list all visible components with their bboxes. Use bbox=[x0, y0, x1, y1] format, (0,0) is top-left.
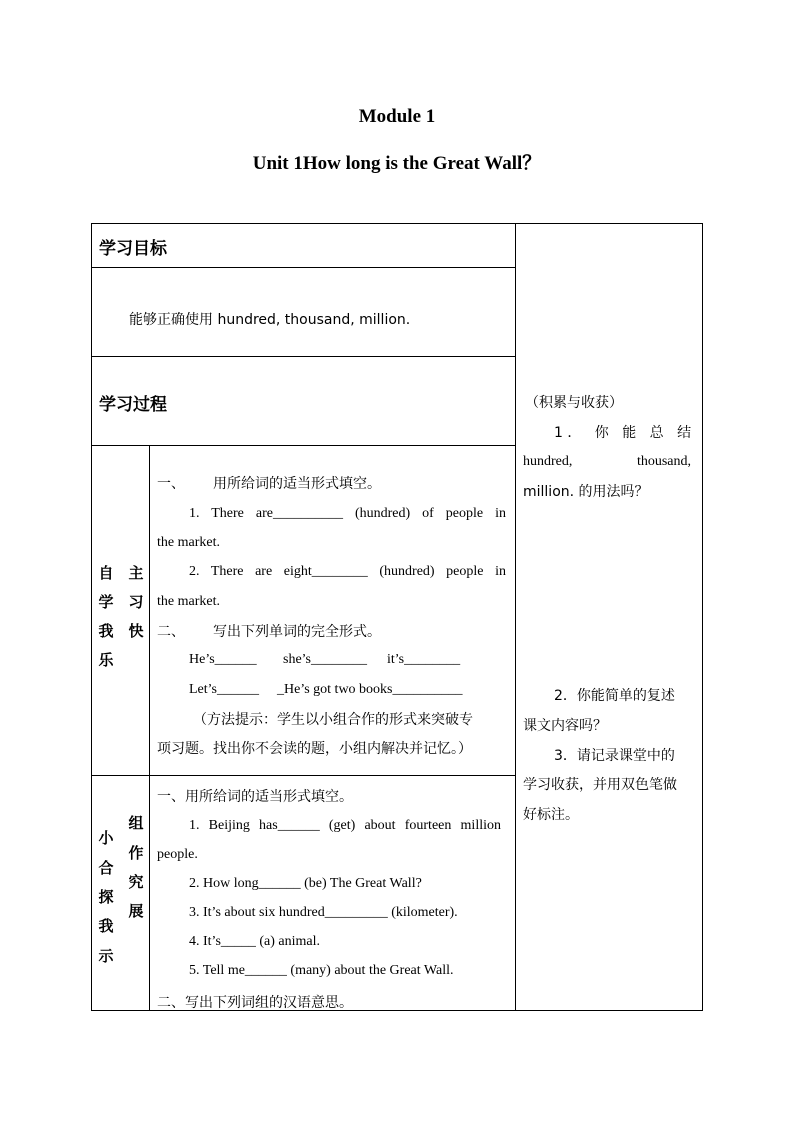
side-char: 我 bbox=[98, 917, 114, 935]
side-char: 我 bbox=[98, 622, 114, 640]
exercise-line: 2. There are eight________ (hundred) people in bbox=[189, 564, 506, 579]
side-char: 主 bbox=[128, 564, 144, 582]
sidebar-header: （积累与收获） bbox=[525, 395, 623, 411]
side-char: 究 bbox=[128, 873, 144, 891]
exercise-line: 2. How long______ (be) The Great Wall? bbox=[189, 876, 422, 891]
contraction-item: it’s________ bbox=[387, 652, 461, 667]
sidebar-item1-line: million. 的用法吗？ bbox=[523, 484, 649, 500]
side-char: 合 bbox=[98, 859, 114, 877]
column-divider-main bbox=[515, 223, 516, 1011]
group-study-section1-title: 一、用所给词的适当形式填空。 bbox=[157, 789, 353, 805]
sidebar-item2-line: 课文内容吗？ bbox=[523, 718, 607, 734]
objectives-text: 能够正确使用 hundred, thousand, million. bbox=[129, 312, 411, 328]
side-char: 作 bbox=[128, 844, 144, 862]
exercise-line: the market. bbox=[157, 594, 220, 609]
module-title: Module 1 bbox=[358, 106, 436, 127]
objectives-heading: 学习目标 bbox=[99, 239, 167, 259]
row-divider bbox=[91, 267, 515, 268]
side-char: 自 bbox=[98, 564, 114, 582]
row-divider bbox=[91, 445, 515, 446]
self-study-section1-title: 用所给词的适当形式填空。 bbox=[213, 476, 381, 492]
method-tip: 项习题。找出你不会读的题，小组内解决并记忆。） bbox=[157, 741, 472, 757]
side-char: 小 bbox=[98, 829, 114, 847]
contraction-item: she’s________ bbox=[283, 652, 367, 667]
contraction-item: _He’s got two books__________ bbox=[277, 682, 463, 697]
method-tip: （方法提示：学生以小组合作的形式来突破专 bbox=[193, 712, 473, 728]
sidebar-item1-line: hundred, thousand, bbox=[523, 454, 691, 469]
exercise-line: 1. Beijing has______ (get) about fourteen million bbox=[189, 818, 501, 833]
group-study-section2-title: 二、写出下列词组的汉语意思。 bbox=[157, 995, 353, 1011]
exercise-line: 5. Tell me______ (many) about the Great Wall. bbox=[189, 963, 454, 978]
self-study-section1-number: 一、 bbox=[157, 476, 185, 492]
side-char: 展 bbox=[128, 902, 144, 920]
unit-title: Unit 1How long is the Great Wall？ bbox=[252, 153, 542, 174]
self-study-section2-title: 写出下列单词的完全形式。 bbox=[213, 624, 381, 640]
row-divider bbox=[91, 356, 515, 357]
sidebar-item3-line: 3．请记录课堂中的 bbox=[554, 748, 675, 764]
exercise-line: people. bbox=[157, 847, 198, 862]
sidebar-item3-line: 学习收获，并用双色笔做 bbox=[523, 777, 677, 793]
sidebar-item1-line: 1． 你 能 总 结 bbox=[554, 425, 692, 441]
worksheet-table bbox=[91, 223, 703, 1011]
side-char: 探 bbox=[98, 888, 114, 906]
side-char: 习 bbox=[128, 593, 144, 611]
exercise-line: the market. bbox=[157, 535, 220, 550]
side-char: 乐 bbox=[98, 651, 114, 669]
contraction-item: Let’s______ bbox=[189, 682, 259, 697]
side-char: 组 bbox=[128, 814, 144, 832]
exercise-line: 1. There are__________ (hundred) of people in bbox=[189, 506, 506, 521]
sidebar-item3-line: 好标注。 bbox=[523, 807, 579, 823]
self-study-section2-number: 二、 bbox=[157, 624, 185, 640]
sidebar-item2-line: 2．你能简单的复述 bbox=[554, 688, 675, 704]
exercise-line: 4. It’s_____ (a) animal. bbox=[189, 934, 321, 949]
row-divider bbox=[91, 775, 515, 776]
exercise-line: 3. It’s about six hundred_________ (kilometer). bbox=[189, 905, 458, 920]
side-char: 快 bbox=[128, 622, 144, 640]
contraction-item: He’s______ bbox=[189, 652, 257, 667]
side-char: 学 bbox=[98, 593, 114, 611]
side-char: 示 bbox=[98, 947, 114, 965]
column-divider-side bbox=[149, 445, 150, 1011]
process-heading: 学习过程 bbox=[99, 395, 167, 415]
